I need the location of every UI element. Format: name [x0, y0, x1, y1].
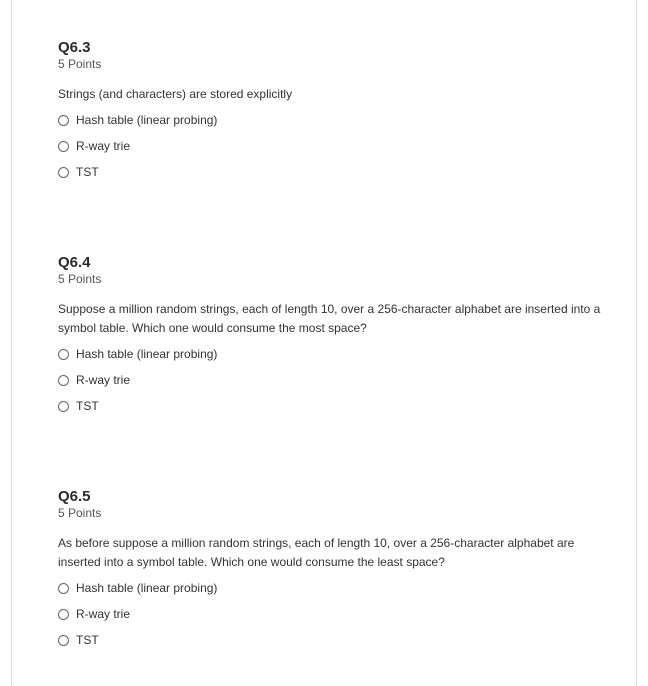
question-prompt: Suppose a million random strings, each of length 10, over a 256-character alphabet are inserted into a symbol table. Which one would consume the most space? — [58, 302, 601, 335]
radio-button-icon[interactable] — [58, 115, 69, 126]
question-q6-5 — [58, 488, 606, 653]
radio-button-icon[interactable] — [58, 167, 69, 178]
option-label: Hash table (linear probing) — [76, 347, 218, 361]
option-label: Hash table (linear probing) — [76, 113, 218, 127]
option-hash-table[interactable] — [58, 575, 606, 601]
question-title: Q6.5 — [58, 488, 91, 505]
option-label: TST — [76, 633, 99, 647]
question-title: Q6.4 — [58, 254, 91, 271]
option-r-way-trie[interactable] — [58, 601, 606, 627]
question-prompt: Strings (and characters) are stored explicitly — [58, 87, 293, 101]
option-hash-table[interactable] — [58, 107, 606, 133]
radio-button-icon[interactable] — [58, 349, 69, 360]
radio-button-icon[interactable] — [58, 635, 69, 646]
radio-button-icon[interactable] — [58, 609, 69, 620]
radio-button-icon[interactable] — [58, 401, 69, 412]
question-prompt: As before suppose a million random strings, each of length 10, over a 256-character alphabet are inserted into a symbol table. Which one would consume the least space? — [58, 536, 575, 569]
option-label: Hash table (linear probing) — [76, 581, 218, 595]
answer-options — [58, 575, 606, 653]
option-label: TST — [76, 165, 99, 179]
answer-options — [58, 341, 606, 419]
option-label: TST — [76, 399, 99, 413]
option-label: R-way trie — [76, 373, 131, 387]
radio-button-icon[interactable] — [58, 375, 69, 386]
option-r-way-trie[interactable] — [58, 133, 606, 159]
option-tst[interactable] — [58, 159, 606, 185]
question-title: Q6.3 — [58, 39, 91, 56]
question-points: 5 Points — [58, 506, 102, 520]
question-points: 5 Points — [58, 57, 102, 71]
question-panel — [11, 0, 637, 686]
radio-button-icon[interactable] — [58, 583, 69, 594]
question-q6-3 — [58, 39, 606, 185]
question-points: 5 Points — [58, 272, 102, 286]
option-label: R-way trie — [76, 139, 131, 153]
option-hash-table[interactable] — [58, 341, 606, 367]
option-tst[interactable] — [58, 627, 606, 653]
option-r-way-trie[interactable] — [58, 367, 606, 393]
option-label: R-way trie — [76, 607, 131, 621]
radio-button-icon[interactable] — [58, 141, 69, 152]
question-q6-4 — [58, 254, 606, 419]
option-tst[interactable] — [58, 393, 606, 419]
answer-options — [58, 107, 606, 185]
